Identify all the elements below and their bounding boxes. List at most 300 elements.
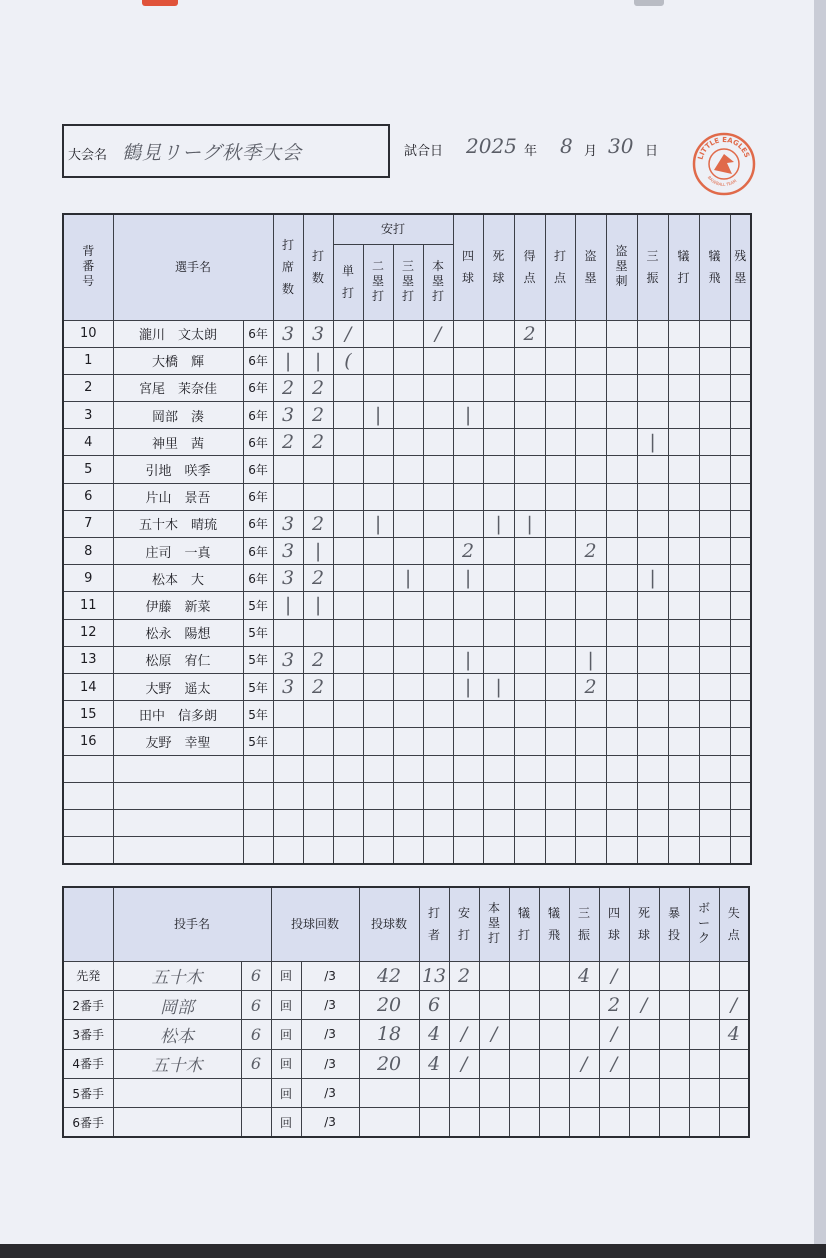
- desk-edge: [0, 1244, 826, 1258]
- stat-lob: [730, 619, 751, 646]
- header-p-hbp: 死球: [629, 887, 659, 961]
- stat-pa: [273, 619, 303, 646]
- stat-walk: |: [453, 565, 483, 592]
- stat-hbp: [483, 347, 514, 374]
- pitcher-grade: [241, 1079, 271, 1108]
- pitching-table: [62, 886, 750, 1138]
- stat-runs: [514, 347, 545, 374]
- pstat-hits: /: [449, 1020, 479, 1049]
- player-number: 16: [63, 728, 113, 755]
- stat-ab: |: [303, 347, 333, 374]
- blank-cell: [545, 782, 575, 809]
- stat-sb: [575, 429, 606, 456]
- blank-cell: [303, 837, 333, 864]
- stat-sf: [699, 673, 730, 700]
- stat-single: [333, 456, 363, 483]
- stat-triple: [393, 538, 423, 565]
- player-number: 11: [63, 592, 113, 619]
- player-name: 松本 大: [113, 565, 243, 592]
- stat-hr: [423, 429, 453, 456]
- stat-cs: [606, 592, 637, 619]
- header-pitcher-role: [63, 887, 113, 961]
- pstat-hr: [479, 990, 509, 1019]
- stat-cs: [606, 483, 637, 510]
- stat-walk: [453, 592, 483, 619]
- player-row: [63, 538, 751, 565]
- player-grade: 6年: [243, 374, 273, 401]
- stat-pa: |: [273, 347, 303, 374]
- stat-hr: [423, 402, 453, 429]
- stat-double: [363, 456, 393, 483]
- stat-pa: [273, 701, 303, 728]
- pstat-sf: [539, 1079, 569, 1108]
- pstat-bb: [599, 1108, 629, 1137]
- stat-cs: [606, 646, 637, 673]
- innings-whole: 回: [271, 1108, 301, 1137]
- pstat-balk: [689, 990, 719, 1019]
- player-grade: 6年: [243, 510, 273, 537]
- player-name: 松永 陽想: [113, 619, 243, 646]
- pstat-hbp: [629, 1079, 659, 1108]
- stat-rbi: [545, 646, 575, 673]
- header-lob: 残塁: [730, 214, 751, 320]
- header-hbp: 死球: [483, 214, 514, 320]
- pstat-sf: [539, 1049, 569, 1078]
- stat-runs: [514, 456, 545, 483]
- stat-double: [363, 592, 393, 619]
- stat-hr: [423, 728, 453, 755]
- stat-walk: [453, 320, 483, 347]
- stat-ab: |: [303, 538, 333, 565]
- stat-lob: [730, 728, 751, 755]
- stat-pa: |: [273, 592, 303, 619]
- stat-sf: [699, 646, 730, 673]
- blank-cell: [273, 837, 303, 864]
- stat-runs: [514, 728, 545, 755]
- blank-cell: [699, 755, 730, 782]
- stat-walk: [453, 510, 483, 537]
- blank-cell: [243, 782, 273, 809]
- pstat-sf: [539, 961, 569, 990]
- stat-hr: [423, 483, 453, 510]
- player-row: [63, 673, 751, 700]
- stat-so: [637, 347, 668, 374]
- stat-sac: [668, 510, 699, 537]
- innings-whole: 回: [271, 1079, 301, 1108]
- stat-runs: [514, 374, 545, 401]
- pstat-hits: 2: [449, 961, 479, 990]
- stat-rbi: [545, 619, 575, 646]
- stat-pa: [273, 456, 303, 483]
- blank-cell: [545, 809, 575, 836]
- stat-rbi: [545, 456, 575, 483]
- blank-cell: [243, 809, 273, 836]
- stat-hbp: [483, 538, 514, 565]
- stat-double: [363, 565, 393, 592]
- stat-hr: [423, 646, 453, 673]
- innings-whole: 回: [271, 1049, 301, 1078]
- pitch-count: 42: [359, 961, 419, 990]
- stat-hr: [423, 456, 453, 483]
- stat-ab: 2: [303, 646, 333, 673]
- stat-rbi: [545, 538, 575, 565]
- player-number: 14: [63, 673, 113, 700]
- stat-rbi: [545, 510, 575, 537]
- pstat-bb: 2: [599, 990, 629, 1019]
- blank-cell: [393, 755, 423, 782]
- stat-triple: [393, 374, 423, 401]
- date-label: 試合日: [404, 144, 444, 159]
- stat-hbp: [483, 429, 514, 456]
- stat-pa: 3: [273, 510, 303, 537]
- stat-hbp: [483, 592, 514, 619]
- pstat-hits: [449, 1079, 479, 1108]
- stat-sf: [699, 701, 730, 728]
- pstat-balk: [689, 1049, 719, 1078]
- player-row: [63, 402, 751, 429]
- stat-sf: [699, 565, 730, 592]
- blank-cell: [363, 809, 393, 836]
- innings-third: /3: [301, 990, 359, 1019]
- pstat-bf: 4: [419, 1020, 449, 1049]
- pstat-sac: [509, 1049, 539, 1078]
- player-number: 6: [63, 483, 113, 510]
- pstat-balk: [689, 1079, 719, 1108]
- player-grade: 6年: [243, 565, 273, 592]
- pitch-count: 20: [359, 1049, 419, 1078]
- pitcher-role: 4番手: [63, 1049, 113, 1078]
- stat-cs: [606, 429, 637, 456]
- innings-third: /3: [301, 1049, 359, 1078]
- player-name: 大野 遥太: [113, 673, 243, 700]
- blank-cell: [453, 809, 483, 836]
- stat-runs: [514, 673, 545, 700]
- stat-lob: [730, 673, 751, 700]
- stat-so: |: [637, 429, 668, 456]
- blank-cell: [514, 809, 545, 836]
- stat-sf: [699, 592, 730, 619]
- pstat-runs: [719, 1049, 749, 1078]
- blank-cell: [730, 837, 751, 864]
- player-row: [63, 646, 751, 673]
- stat-rbi: [545, 402, 575, 429]
- player-row: [63, 565, 751, 592]
- player-number: 1: [63, 347, 113, 374]
- stat-sf: [699, 728, 730, 755]
- pstat-hr: [479, 1108, 509, 1137]
- stat-single: [333, 565, 363, 592]
- blank-cell: [575, 837, 606, 864]
- blank-cell: [668, 809, 699, 836]
- pstat-bb: /: [599, 1049, 629, 1078]
- stat-lob: [730, 538, 751, 565]
- blank-cell: [63, 782, 113, 809]
- stat-sac: [668, 402, 699, 429]
- stat-lob: [730, 701, 751, 728]
- stat-rbi: [545, 701, 575, 728]
- header-ab: 打数: [303, 214, 333, 320]
- stat-single: [333, 592, 363, 619]
- stat-hr: [423, 592, 453, 619]
- header-pa: 打席数: [273, 214, 303, 320]
- blank-cell: [243, 837, 273, 864]
- player-number: 8: [63, 538, 113, 565]
- stat-triple: |: [393, 565, 423, 592]
- stat-sac: [668, 456, 699, 483]
- stat-sac: [668, 538, 699, 565]
- player-grade: 6年: [243, 538, 273, 565]
- stat-ab: |: [303, 592, 333, 619]
- blank-cell: [393, 782, 423, 809]
- blank-cell: [668, 782, 699, 809]
- stat-double: [363, 374, 393, 401]
- stat-hr: [423, 538, 453, 565]
- svg-text:BASEBALL TEAM: BASEBALL TEAM: [706, 174, 738, 188]
- stat-walk: |: [453, 646, 483, 673]
- pstat-hits: [449, 990, 479, 1019]
- top-edge-mark-grey: [634, 0, 664, 6]
- player-row: [63, 510, 751, 537]
- stat-single: [333, 483, 363, 510]
- blank-player-row: [63, 782, 751, 809]
- player-name: 引地 咲季: [113, 456, 243, 483]
- stat-double: [363, 646, 393, 673]
- pstat-hbp: [629, 1108, 659, 1137]
- pstat-runs: [719, 961, 749, 990]
- stat-hbp: [483, 565, 514, 592]
- stat-rbi: [545, 374, 575, 401]
- blank-cell: [668, 837, 699, 864]
- stat-cs: [606, 347, 637, 374]
- pitch-count: 20: [359, 990, 419, 1019]
- stat-sac: [668, 483, 699, 510]
- pstat-so: [569, 1108, 599, 1137]
- stat-sac: [668, 673, 699, 700]
- player-grade: 5年: [243, 673, 273, 700]
- header-rbi: 打点: [545, 214, 575, 320]
- pstat-hits: [449, 1108, 479, 1137]
- blank-cell: [423, 755, 453, 782]
- blank-cell: [483, 837, 514, 864]
- player-number: 2: [63, 374, 113, 401]
- blank-cell: [273, 782, 303, 809]
- stat-sf: [699, 402, 730, 429]
- date-month: 8: [560, 134, 573, 158]
- player-row: [63, 456, 751, 483]
- pstat-bf: 4: [419, 1049, 449, 1078]
- stat-walk: [453, 483, 483, 510]
- stat-hbp: [483, 320, 514, 347]
- stat-lob: [730, 320, 751, 347]
- stat-sac: [668, 374, 699, 401]
- blank-player-row: [63, 755, 751, 782]
- stat-rbi: [545, 565, 575, 592]
- stat-sf: [699, 347, 730, 374]
- header-innings: 投球回数: [271, 887, 359, 961]
- innings-whole: 回: [271, 990, 301, 1019]
- stat-walk: [453, 429, 483, 456]
- player-number: 9: [63, 565, 113, 592]
- pstat-wp: [659, 1108, 689, 1137]
- player-grade: 6年: [243, 320, 273, 347]
- pstat-wp: [659, 961, 689, 990]
- stat-double: [363, 538, 393, 565]
- pstat-wp: [659, 990, 689, 1019]
- player-grade: 5年: [243, 728, 273, 755]
- player-grade: 6年: [243, 456, 273, 483]
- stat-lob: [730, 646, 751, 673]
- pstat-runs: [719, 1079, 749, 1108]
- player-name: 片山 景吾: [113, 483, 243, 510]
- player-row: [63, 483, 751, 510]
- stat-single: [333, 538, 363, 565]
- stat-walk: [453, 619, 483, 646]
- stat-walk: [453, 456, 483, 483]
- stat-triple: [393, 320, 423, 347]
- stat-hbp: [483, 456, 514, 483]
- blank-player-row: [63, 809, 751, 836]
- stat-runs: 2: [514, 320, 545, 347]
- stat-runs: [514, 619, 545, 646]
- header-p-balk: ボーク: [689, 887, 719, 961]
- player-row: [63, 374, 751, 401]
- pstat-bf: [419, 1079, 449, 1108]
- stat-lob: [730, 456, 751, 483]
- little-eagles-logo: [692, 132, 756, 196]
- player-row: [63, 701, 751, 728]
- blank-cell: [453, 755, 483, 782]
- stat-triple: [393, 701, 423, 728]
- stat-hr: [423, 374, 453, 401]
- stat-lob: [730, 402, 751, 429]
- date-day-unit: 日: [645, 144, 659, 159]
- stat-hr: [423, 701, 453, 728]
- player-name: 伊藤 新菜: [113, 592, 243, 619]
- stat-triple: [393, 429, 423, 456]
- stat-double: [363, 673, 393, 700]
- player-row: [63, 592, 751, 619]
- stat-pa: 3: [273, 538, 303, 565]
- pstat-hits: /: [449, 1049, 479, 1078]
- stat-rbi: [545, 347, 575, 374]
- stat-runs: [514, 429, 545, 456]
- top-edge-mark-red: [142, 0, 178, 6]
- player-name: 岡部 湊: [113, 402, 243, 429]
- pstat-wp: [659, 1049, 689, 1078]
- stat-walk: 2: [453, 538, 483, 565]
- batting-table: [62, 213, 752, 865]
- stat-triple: [393, 347, 423, 374]
- stat-pa: [273, 728, 303, 755]
- stat-so: [637, 320, 668, 347]
- blank-cell: [606, 755, 637, 782]
- pstat-so: [569, 1079, 599, 1108]
- blank-cell: [303, 755, 333, 782]
- pitcher-grade: 6: [241, 961, 271, 990]
- pitcher-grade: 6: [241, 1020, 271, 1049]
- stat-cs: [606, 402, 637, 429]
- stat-hr: [423, 565, 453, 592]
- stat-sac: [668, 728, 699, 755]
- player-name: 松原 宥仁: [113, 646, 243, 673]
- pitcher-row: [63, 1020, 749, 1049]
- stat-hbp: |: [483, 510, 514, 537]
- player-grade: 5年: [243, 619, 273, 646]
- player-grade: 5年: [243, 592, 273, 619]
- stat-sb: 2: [575, 673, 606, 700]
- player-grade: 6年: [243, 483, 273, 510]
- stat-sac: [668, 701, 699, 728]
- stat-sb: [575, 402, 606, 429]
- stat-walk: [453, 728, 483, 755]
- stat-triple: [393, 510, 423, 537]
- stat-lob: [730, 374, 751, 401]
- stat-hbp: [483, 619, 514, 646]
- stat-single: [333, 646, 363, 673]
- stat-hbp: [483, 483, 514, 510]
- stat-lob: [730, 592, 751, 619]
- player-grade: 5年: [243, 701, 273, 728]
- player-name: 庄司 一真: [113, 538, 243, 565]
- date-year-unit: 年: [524, 144, 538, 159]
- stat-sb: [575, 701, 606, 728]
- stat-cs: [606, 456, 637, 483]
- innings-third: /3: [301, 1108, 359, 1137]
- stat-hbp: [483, 646, 514, 673]
- header-p-hits: 安打: [449, 887, 479, 961]
- pstat-bf: [419, 1108, 449, 1137]
- pitcher-row: [63, 1079, 749, 1108]
- stat-sb: [575, 592, 606, 619]
- pitcher-name: 五十木: [113, 961, 241, 990]
- pstat-sf: [539, 1020, 569, 1049]
- blank-cell: [453, 837, 483, 864]
- header-walk: 四球: [453, 214, 483, 320]
- pstat-wp: [659, 1079, 689, 1108]
- pstat-sac: [509, 1020, 539, 1049]
- pstat-runs: /: [719, 990, 749, 1019]
- blank-cell: [730, 809, 751, 836]
- stat-pa: 3: [273, 673, 303, 700]
- stat-double: |: [363, 510, 393, 537]
- pitcher-row: [63, 990, 749, 1019]
- stat-sb: |: [575, 646, 606, 673]
- stat-ab: 3: [303, 320, 333, 347]
- header-p-wp: 暴投: [659, 887, 689, 961]
- pitcher-name: [113, 1108, 241, 1137]
- pitcher-name: 岡部: [113, 990, 241, 1019]
- stat-ab: 2: [303, 374, 333, 401]
- header-so: 三振: [637, 214, 668, 320]
- header-bf: 打者: [419, 887, 449, 961]
- pitcher-role: 2番手: [63, 990, 113, 1019]
- date-month-unit: 月: [584, 144, 598, 159]
- header-hr: 本塁打: [423, 244, 453, 320]
- pstat-hbp: [629, 1049, 659, 1078]
- stat-single: [333, 402, 363, 429]
- stat-cs: [606, 510, 637, 537]
- stat-rbi: [545, 483, 575, 510]
- stat-pa: 2: [273, 429, 303, 456]
- stat-so: [637, 701, 668, 728]
- stat-pa: 3: [273, 402, 303, 429]
- pstat-hr: [479, 961, 509, 990]
- blank-cell: [730, 755, 751, 782]
- stat-single: (: [333, 347, 363, 374]
- pstat-bf: 6: [419, 990, 449, 1019]
- stat-so: |: [637, 565, 668, 592]
- stat-sac: [668, 429, 699, 456]
